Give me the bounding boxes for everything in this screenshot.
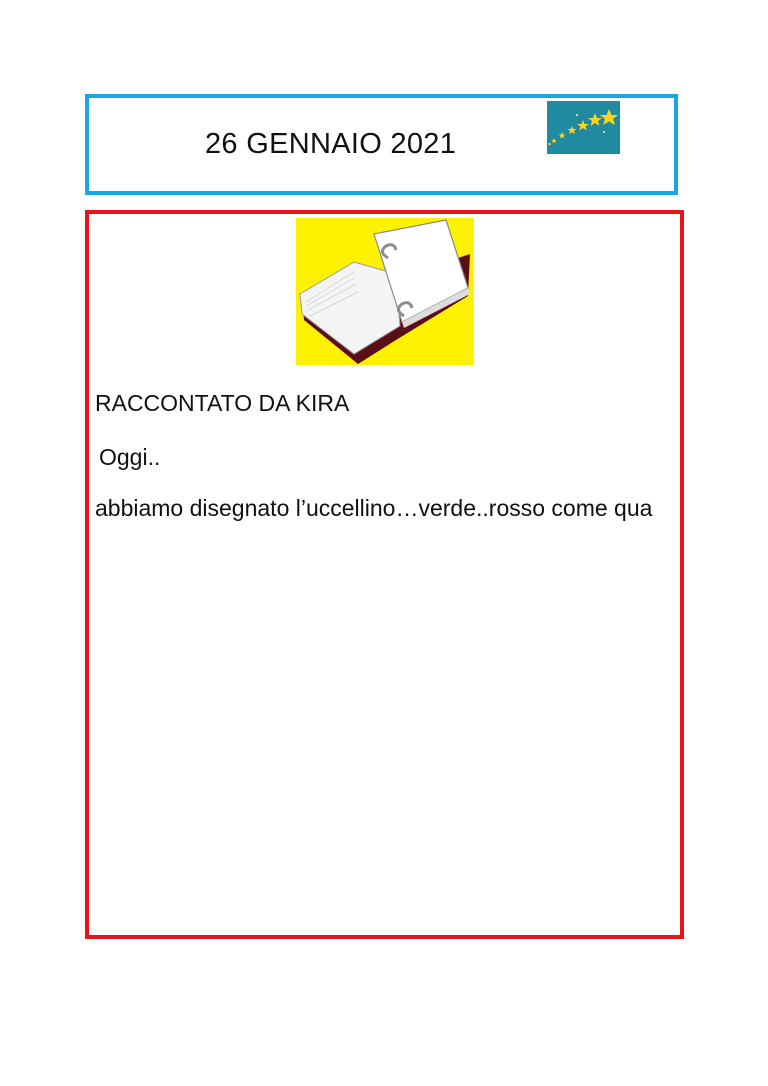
diary-body-text: abbiamo disegnato l’uccellino…verde..rosso come qua: [95, 495, 653, 521]
date-header-box: [85, 94, 678, 195]
diary-content-box: [85, 210, 684, 939]
open-book-icon: [296, 218, 474, 365]
narrator-line: RACCONTATO DA KIRA: [95, 390, 350, 416]
date-title: 26 GENNAIO 2021: [205, 128, 457, 160]
shooting-stars-icon: [547, 101, 620, 154]
intro-text: Oggi..: [99, 444, 161, 470]
